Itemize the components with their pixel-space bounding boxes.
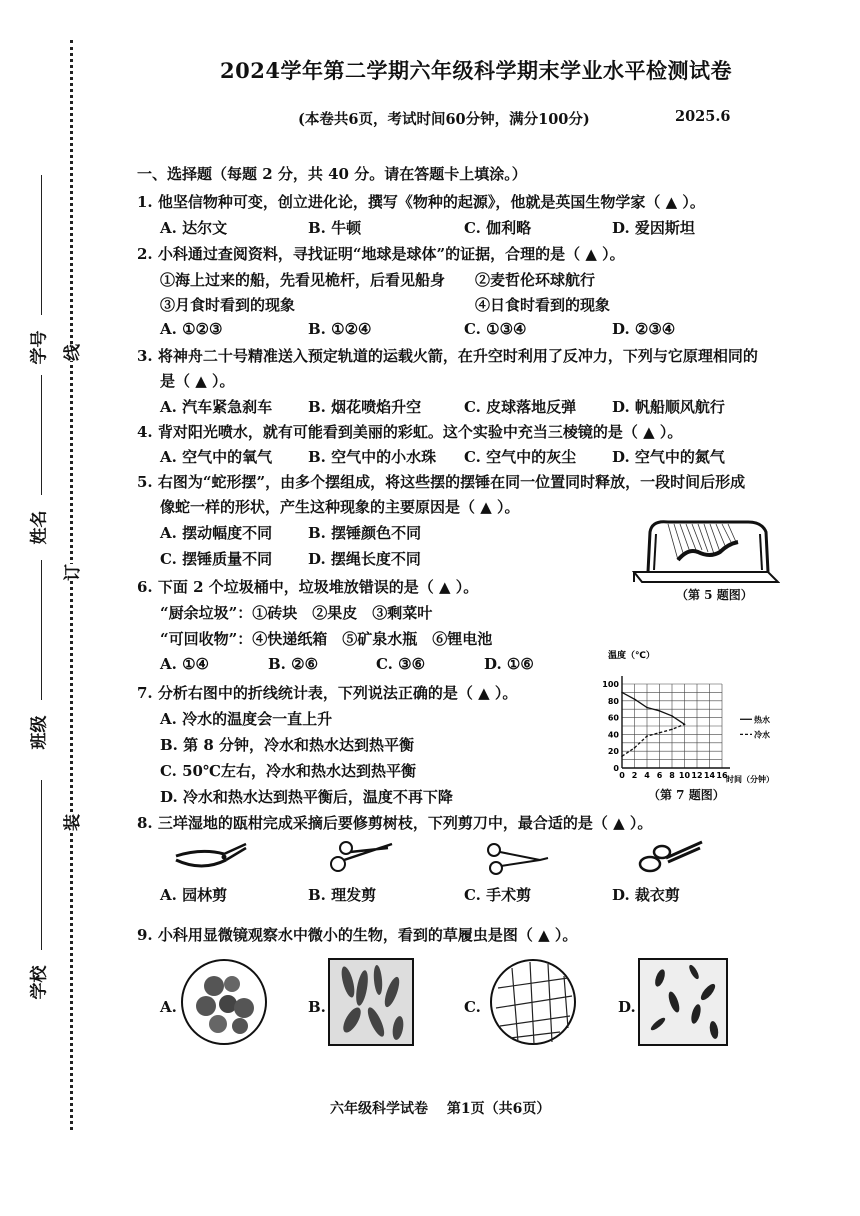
x-tick-label: 14 <box>703 771 716 780</box>
q2-statement-1: ①海上过来的船，先看见桅杆，后看见船身 <box>160 271 446 289</box>
micrograph-c <box>488 958 578 1046</box>
question-7: 7. 分析右图中的折线统计表，下列说法正确的是（ ▲ ）。 <box>137 684 518 702</box>
binding-margin <box>0 0 100 1216</box>
question-8: 8. 三垟湿地的瓯柑完成采摘后要修剪树枝，下列剪刀中，最合适的是（ ▲ ）。 <box>137 814 653 832</box>
q4-option-b: B. 空气中的小水珠 <box>308 448 437 466</box>
data-point <box>659 732 661 734</box>
q6-option-c: C. ③⑥ <box>376 655 426 673</box>
q3-option-c: C. 皮球落地反弹 <box>464 398 577 416</box>
q9-option-b: B. <box>308 998 326 1016</box>
q2-option-c: C. ①③④ <box>464 320 527 338</box>
question-5-cont: 像蛇一样的形状，产生这种现象的主要原因是（ ▲ ）。 <box>160 498 520 516</box>
question-4: 4. 背对阳光喷水，就有可能看到美丽的彩虹。这个实验中充当三棱镜的是（ ▲ ）。 <box>137 423 683 441</box>
data-point <box>684 724 686 726</box>
data-point <box>646 707 648 709</box>
y-tick-label: 80 <box>607 696 619 706</box>
exam-date: 2025.6 <box>675 108 731 125</box>
line-xuehao <box>41 175 42 315</box>
data-point <box>671 729 673 731</box>
x-tick-label: 16 <box>716 771 728 780</box>
exam-info: (本卷共6页，考试时间60分钟，满分100分) <box>298 111 590 128</box>
data-point <box>634 698 636 700</box>
data-point <box>646 735 648 737</box>
q2-statement-2: ②麦哲伦环球航行 <box>475 271 596 289</box>
q7-option-d: D. 冷水和热水达到热平衡后，温度不再下降 <box>160 788 453 806</box>
y-tick-label: 60 <box>607 713 619 723</box>
q4-option-a: A. 空气中的氧气 <box>160 448 273 466</box>
q5-option-a: A. 摆动幅度不同 <box>160 524 273 542</box>
q5-figure-caption: （第 5 题图） <box>676 588 753 602</box>
x-tick-label: 4 <box>644 771 650 780</box>
q1-option-d: D. 爱因斯坦 <box>612 219 695 237</box>
y-tick-label: 20 <box>607 747 619 757</box>
section-heading: 一、选择题（每题 2 分，共 40 分。请在答题卡上填涂。） <box>137 165 527 183</box>
legend-label: 热水 <box>754 715 770 725</box>
question-1: 1. 他坚信物种可变，创立进化论，撰写《物种的起源》，他就是英国生物学家（ ▲ ）。 <box>137 193 705 211</box>
q7-option-b: B. 第 8 分钟，冷水和热水达到热平衡 <box>160 736 415 754</box>
line-banji <box>41 560 42 700</box>
chart-xlabel: 时间（分钟） <box>726 775 774 784</box>
q2-statement-3: ③月食时看到的现象 <box>160 296 296 314</box>
legend-label: 冷水 <box>754 730 770 740</box>
question-2: 2. 小科通过查阅资料，寻找证明“地球是球体”的证据，合理的是（ ▲ ）。 <box>137 245 625 263</box>
q1-option-a: A. 达尔文 <box>160 219 228 237</box>
label-xuexiao: 学校 <box>29 965 50 1000</box>
q2-option-d: D. ②③④ <box>612 320 676 338</box>
q5-option-c: C. 摆锤质量不同 <box>160 550 273 568</box>
q9-option-c: C. <box>464 998 481 1016</box>
data-point <box>621 755 623 757</box>
q6-option-d: D. ①⑥ <box>484 655 534 673</box>
x-tick-label: 10 <box>678 771 691 780</box>
chart-ylabel: 温度（℃） <box>608 651 655 661</box>
question-6: 6. 下面 2 个垃圾桶中，垃圾堆放错误的是（ ▲ ）。 <box>137 578 479 596</box>
data-point <box>671 715 673 717</box>
q4-option-d: D. 空气中的氮气 <box>612 448 725 466</box>
label-xian: 线 <box>58 344 83 361</box>
question-3: 3. 将神舟二十号精准送入预定轨道的运载火箭，在升空时利用了反冲力，下列与它原理相同的 <box>137 347 758 365</box>
series-line-hot <box>622 692 685 724</box>
barber-scissors-icon <box>326 836 396 878</box>
page-title: 2024学年第二学期六年级科学期末学业水平检测试卷 <box>220 58 732 83</box>
q2-option-b: B. ①②④ <box>308 320 372 338</box>
q6-line-2: “可回收物”：④快递纸箱 ⑤矿泉水瓶 ⑥锂电池 <box>160 630 493 648</box>
y-tick-label: 0 <box>613 764 619 773</box>
q5-option-b: B. 摆锤颜色不同 <box>308 524 422 542</box>
x-tick-label: 2 <box>631 771 638 780</box>
label-xingming: 姓名 <box>29 510 50 545</box>
line-xingming <box>41 375 42 495</box>
data-point <box>634 747 636 749</box>
q9-option-a: A. <box>160 998 177 1016</box>
tailor-scissors-icon <box>636 838 704 878</box>
surgical-scissors-icon <box>484 838 550 878</box>
micrograph-a <box>180 958 268 1046</box>
micrograph-b <box>328 958 414 1046</box>
q1-option-b: B. 牛顿 <box>308 219 362 237</box>
snake-pendulum-figure <box>628 512 780 588</box>
q7-option-a: A. 冷水的温度会一直上升 <box>160 710 333 728</box>
q8-option-b: B. 理发剪 <box>308 886 377 904</box>
q1-option-c: C. 伽利略 <box>464 219 532 237</box>
y-tick-label: 40 <box>607 730 619 740</box>
q2-option-a: A. ①②③ <box>160 320 223 338</box>
data-point <box>659 710 661 712</box>
q6-line-1: “厨余垃圾”：①砖块 ②果皮 ③剩菜叶 <box>160 604 433 622</box>
q8-option-c: C. 手术剪 <box>464 886 532 904</box>
x-tick-label: 0 <box>619 771 625 780</box>
question-5: 5. 右图为“蛇形摆”，由多个摆组成，将这些摆的摆锤在同一位置同时释放，一段时间后形成 <box>137 473 746 491</box>
x-tick-label: 8 <box>669 771 675 780</box>
dotted-binding-line <box>70 40 73 1130</box>
data-point <box>621 692 623 694</box>
label-ding: 订 <box>58 564 83 581</box>
q6-option-b: B. ②⑥ <box>268 655 319 673</box>
q3-option-a: A. 汽车紧急刹车 <box>160 398 273 416</box>
question-3-cont: 是（ ▲ ）。 <box>160 372 235 390</box>
question-9: 9. 小科用显微镜观察水中微小的生物，看到的草履虫是图（ ▲ ）。 <box>137 926 578 944</box>
q3-option-d: D. 帆船顺风航行 <box>612 398 725 416</box>
label-banji: 班级 <box>29 715 50 750</box>
garden-shears-icon <box>172 838 252 878</box>
line-xuexiao <box>41 780 42 950</box>
q4-option-c: C. 空气中的灰尘 <box>464 448 577 466</box>
x-tick-label: 12 <box>691 771 703 780</box>
q9-option-d: D. <box>618 998 636 1016</box>
label-xuehao: 学号 <box>29 330 50 365</box>
q5-option-d: D. 摆绳长度不同 <box>308 550 421 568</box>
q7-figure-caption: （第 7 题图） <box>648 788 725 802</box>
q3-option-b: B. 烟花喷焰升空 <box>308 398 422 416</box>
page-footer: 六年级科学试卷 第1页（共6页） <box>330 1101 551 1117</box>
micrograph-d <box>638 958 728 1046</box>
label-zhuang: 装 <box>58 814 83 831</box>
y-tick-label: 100 <box>602 680 619 689</box>
q8-option-a: A. 园林剪 <box>160 886 228 904</box>
q6-option-a: A. ①④ <box>160 655 209 673</box>
temperature-line-chart <box>600 646 790 786</box>
q8-option-d: D. 裁衣剪 <box>612 886 680 904</box>
x-tick-label: 6 <box>656 771 663 780</box>
q7-option-c: C. 50℃左右，冷水和热水达到热平衡 <box>160 762 416 780</box>
q2-statement-4: ④日食时看到的现象 <box>475 296 611 314</box>
